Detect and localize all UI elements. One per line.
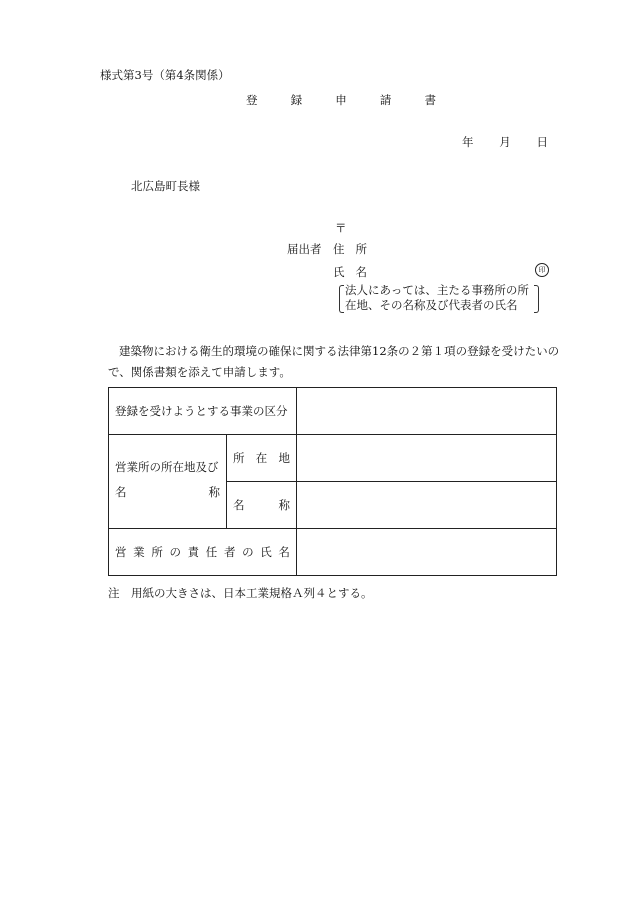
corp-note-line2: 在地、その名称及び代表者の氏名 — [345, 298, 518, 312]
manager-name-label: 営 業 所 の 責 任 者 の 氏 名 — [109, 529, 297, 576]
postal-mark: 〒 — [335, 221, 347, 235]
title-char: 録 — [290, 93, 303, 107]
office-label-line2: 名 称 — [115, 485, 220, 499]
corp-note-line1: 法人にあっては、主たる事務所の所 — [345, 283, 529, 297]
bracket-left — [339, 285, 344, 313]
name-label: 氏 名 — [333, 265, 367, 279]
bracket-right — [534, 285, 539, 313]
application-table — [108, 387, 557, 576]
title-char: 書 — [424, 93, 436, 107]
body-text-line1: 建築物における衛生的環境の確保に関する法律第12条の２第１項の登録を受けたいの — [119, 344, 560, 358]
location-label: 所 在 地 — [227, 435, 297, 482]
office-label-line1: 営業所の所在地及び — [115, 460, 219, 474]
date-month-label: 月 — [499, 135, 511, 149]
corporation-note — [339, 283, 539, 313]
office-name-field[interactable] — [297, 482, 557, 529]
paper-size-note: 注 用紙の大きさは、日本工業規格Ａ列４とする。 — [108, 586, 373, 600]
document-title — [246, 93, 436, 108]
addressee: 北広島町長様 — [131, 179, 200, 193]
title-char: 登 — [246, 93, 258, 107]
business-category-field[interactable] — [297, 388, 557, 435]
title-char: 請 — [379, 93, 392, 107]
manager-name-field[interactable] — [297, 529, 557, 576]
office-label-cell — [109, 435, 227, 529]
form-number: 様式第3号（第4条関係） — [100, 68, 230, 82]
title-char: 申 — [335, 93, 347, 107]
address-label: 住 所 — [333, 242, 367, 256]
applicant-label: 届出者 — [287, 242, 322, 256]
date-line — [462, 135, 548, 150]
office-name-label: 名 称 — [227, 482, 297, 529]
date-day-label: 日 — [536, 135, 548, 149]
seal-mark: 印 — [535, 263, 549, 277]
business-category-label: 登録を受けようとする事業の区分 — [109, 388, 297, 435]
date-year-label: 年 — [462, 135, 474, 149]
body-text-line2: で、関係書類を添えて申請します。 — [108, 365, 291, 379]
office-location-field[interactable] — [297, 435, 557, 482]
